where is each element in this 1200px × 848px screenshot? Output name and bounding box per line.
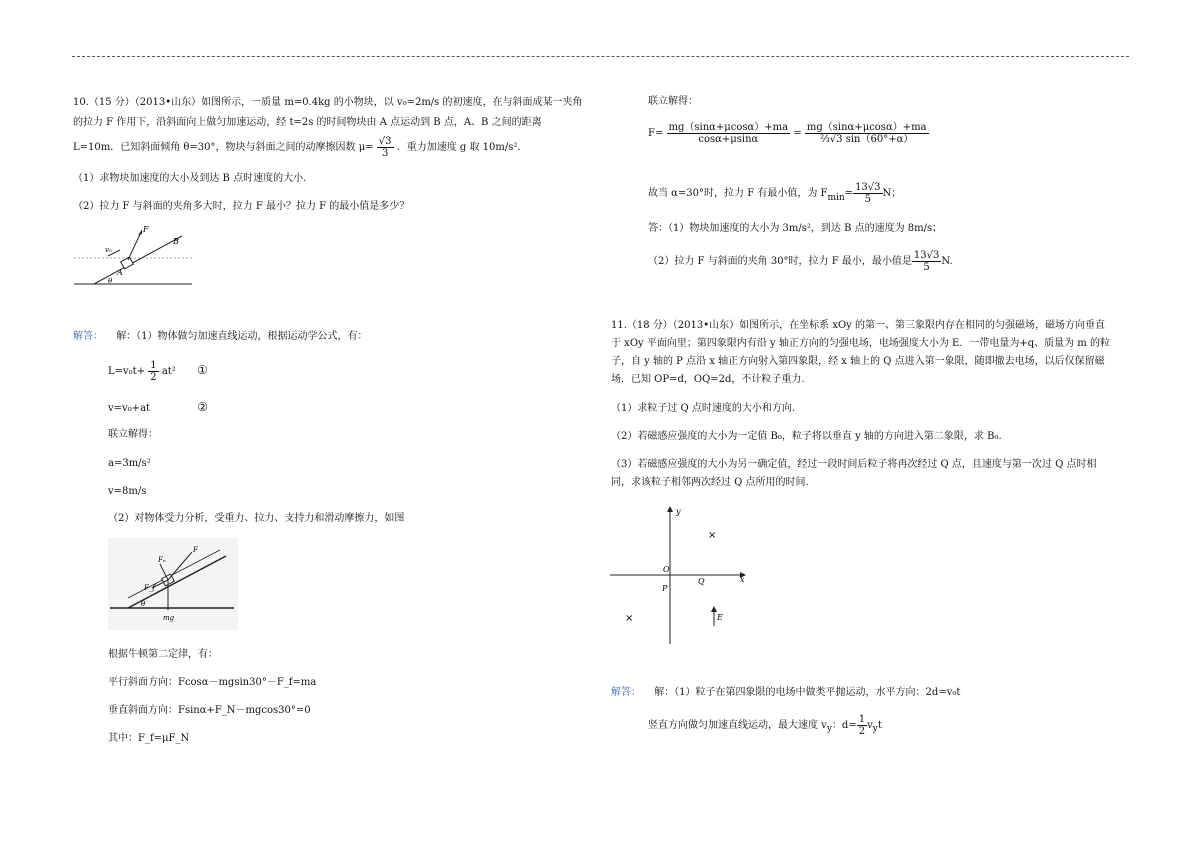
incline-figure	[70, 222, 200, 288]
force-diagram-figure	[108, 538, 238, 630]
ans11-line2b: ：d=	[831, 720, 857, 731]
q11-line4: 场．已知 OP=d，OQ=2d，不计粒子重力.	[611, 374, 805, 385]
min-frac	[853, 182, 882, 205]
ans11-line2d: t	[877, 720, 882, 731]
mu-den: 3	[381, 148, 389, 159]
label-B: B	[173, 237, 179, 246]
min-den: 5	[864, 194, 871, 205]
ans10-solve: 联立解得：	[108, 429, 158, 440]
min-num: 13√3	[855, 182, 881, 193]
ans10-perp: 垂直斜面方向：Fsinα+F_N－mgcos30°=0	[108, 705, 311, 716]
ans10-parallel: 平行斜面方向：Fcosα－mgsin30°－F_f=ma	[108, 677, 317, 688]
ans11-frac	[857, 714, 867, 737]
ans11-row1	[611, 686, 960, 700]
formula-frac1	[667, 122, 791, 145]
right10-ans2	[648, 250, 953, 273]
min-text: 故当 α=30°时，拉力 F 有最小值，为 F	[648, 188, 828, 199]
q10-part1: （1）求物块加速度的大小及到达 B 点时速度的大小.	[73, 173, 307, 184]
ans10-where: 其中：F_f=μF_N	[108, 733, 190, 744]
eq1-half	[148, 360, 158, 383]
ans10-eq2	[108, 400, 208, 416]
q10-line1: 10.（15 分）（2013•山东）如图所示，一质量 m=0.4kg 的小物块，以 v₀=2m/s 的初速度，在与斜面成某一夹角	[73, 97, 583, 108]
frac2-den: ⅔√3 sin（60°+α）	[820, 134, 914, 145]
formula-frac2	[805, 122, 929, 145]
right10-formula	[648, 122, 929, 145]
q11-line3: 子，自 y 轴的 P 点沿 x 轴正方向射入第四象限，经 x 轴上的 Q 点进入第一象限，随即撤去电场，以后仅保留磁	[611, 356, 1105, 367]
answer-label: 解答：	[73, 331, 103, 342]
ans11-line2c: v	[867, 720, 873, 731]
ans11-line2a: 竖直方向做匀加速直线运动，最大速度 v	[648, 720, 827, 731]
ans2-frac	[912, 250, 941, 273]
label-theta: θ	[108, 277, 113, 285]
mu-num: √3	[378, 136, 392, 147]
eq2-marker: ②	[197, 400, 208, 414]
header-rule	[72, 56, 1129, 57]
ans2-unit: N.	[941, 256, 953, 267]
q11-line2: 于 xOy 平面向里；第四象限内有沿 y 轴正方向的匀强电场，电场强度大小为 E．一带电量为+q、质量为 m 的粒	[611, 338, 1110, 349]
ans2-num: 13√3	[913, 250, 940, 261]
ans11-row2	[648, 714, 882, 737]
min-sub: min	[827, 193, 845, 203]
q11-line1: 11.（18 分）（2013•山东）如图所示，在坐标系 xOy 的第一、第三象限内存在相同的匀强磁场，磁场方向垂直	[611, 320, 1105, 331]
formula-eq: =	[793, 128, 802, 139]
eq1-marker: ①	[197, 363, 208, 377]
ans10-v-result: v=8m/s	[108, 486, 147, 497]
ans2-text: （2）拉力 F 与斜面的夹角 30°时，拉力 F 最小，最小值是	[648, 256, 912, 267]
label-Ff: F_f	[144, 584, 155, 592]
eq1-right: at²	[161, 366, 176, 377]
q10-line3	[73, 136, 521, 159]
ans10-intro: 解：（1）物体做匀加速直线运动，根据运动学公式，有：	[116, 331, 368, 342]
label-O: O	[663, 565, 670, 574]
ans2-den: 5	[923, 262, 930, 273]
q10-line3a: L=10m．已知斜面倾角 θ=30°，物块与斜面之间的动摩擦因数 μ=	[73, 142, 374, 153]
ans10-intro-row	[73, 330, 368, 344]
q11-part3a: （3）若磁感应强度的大小为另一确定值，经过一段时间后粒子将再次经过 Q 点，且速度与第一次过 Q 点时相	[611, 459, 1097, 470]
formula-F: F=	[648, 128, 664, 139]
frac2-num: mg（sinα+μcosα）+ma	[806, 122, 927, 133]
frac1-num: mg（sinα+μcosα）+ma	[668, 122, 789, 133]
q10-line2: 的拉力 F 作用下，沿斜面向上做匀加速运动，经 t=2s 的时间物块由 A 点运动到 B 点，A、B 之间的距离	[73, 117, 542, 128]
eq1-num: 1	[150, 360, 157, 371]
right10-ans1: 答：（1）物块加速度的大小为 3m/s²，到达 B 点的速度为 8m/s；	[648, 223, 943, 234]
mu-fraction	[377, 136, 394, 159]
label-Q: Q	[698, 577, 705, 586]
ans11-num: 1	[858, 714, 866, 725]
q11-part1: （1）求粒子过 Q 点时速度的大小和方向.	[611, 403, 796, 414]
eq2-text: v=v₀+at	[108, 403, 151, 414]
q10-line3b: ．重力加速度 g 取 10m/s².	[396, 142, 521, 153]
field-cross-q3: ×	[625, 613, 634, 624]
ans11-line1: 解：（1）粒子在第四象限的电场中做类平抛运动，水平方向：2d=v₀t	[654, 687, 961, 698]
label-v0: v₀	[105, 246, 112, 254]
label-E: E	[717, 613, 723, 622]
ans10-part2: （2）对物体受力分析，受重力、拉力、支持力和滑动摩擦力，如图	[108, 513, 405, 524]
field-cross-q1: ×	[708, 530, 717, 541]
frac1-den: cosα+μsinα	[698, 134, 759, 145]
min-eq: =	[844, 188, 854, 199]
eq1-den: 2	[150, 372, 157, 383]
label-theta: θ	[141, 600, 146, 608]
eq1-left: L=v₀t+	[108, 366, 146, 377]
coordinate-figure	[608, 500, 758, 646]
answer-label: 解答：	[611, 687, 641, 698]
label-F: F	[193, 546, 198, 554]
label-F: F	[143, 225, 149, 234]
ans10-newton: 根据牛顿第二定律，有：	[108, 649, 218, 660]
ans11-sub1: y	[826, 724, 832, 734]
e-field-arrowhead	[711, 606, 717, 612]
min-unit: N；	[882, 188, 902, 199]
q10-part2: （2）拉力 F 与斜面的夹角多大时，拉力 F 最小？拉力 F 的最小值是多少？	[73, 201, 410, 212]
ans11-den: 2	[858, 726, 866, 737]
label-P: P	[662, 584, 668, 593]
ans10-a-result: a=3m/s²	[108, 458, 151, 469]
ans10-eq1	[108, 360, 208, 383]
right10-min	[648, 182, 901, 205]
ans11-sub2: y	[872, 724, 878, 734]
label-FN: Fₙ	[158, 556, 166, 564]
q11-part2: （2）若磁感应强度的大小为一定值 B₀，粒子将以垂直 y 轴的方向进入第二象限，求 B₀.	[611, 431, 1002, 442]
q11-part3b: 同，求该粒子相邻两次经过 Q 点所用的时间.	[611, 477, 809, 488]
label-A: A	[117, 268, 123, 277]
y-axis-arrow	[667, 506, 673, 512]
label-mg: mg	[163, 614, 175, 622]
label-x: x	[740, 575, 745, 584]
right10-solve: 联立解得：	[648, 96, 698, 107]
label-y: y	[676, 507, 681, 516]
